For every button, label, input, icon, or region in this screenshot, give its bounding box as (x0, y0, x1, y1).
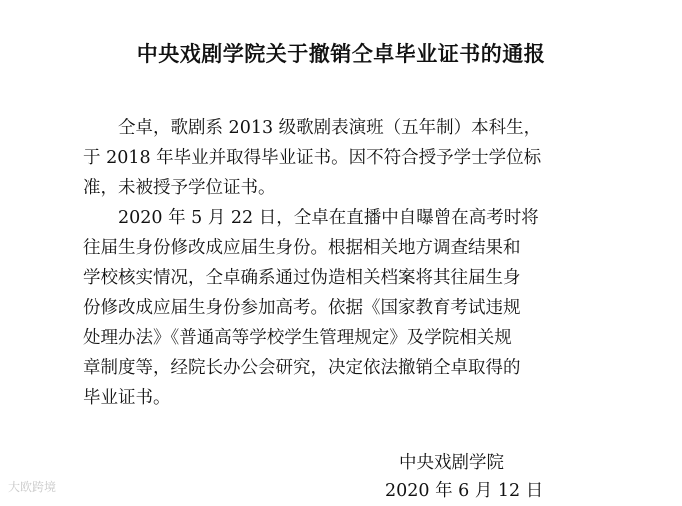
body-line: 章制度等，经院长办公会研究，决定依法撤销仝卓取得的 (83, 358, 521, 378)
document-title: 中央戏剧学院关于撤销仝卓毕业证书的通报 (136, 42, 546, 66)
body-line: 2020 年 5 月 22 日，仝卓在直播中自曝曾在高考时将 (118, 208, 539, 228)
body-line: 份修改成应届生身份参加高考。依据《国家教育考试违规 (83, 298, 521, 318)
body-line: 处理办法》《普通高等学校学生管理规定》及学院相关规 (83, 328, 512, 348)
body-line: 学校核实情况，仝卓确系通过伪造相关档案将其往届生身 (83, 268, 521, 288)
watermark-text: 大欧跨境 (8, 480, 57, 494)
watermark (8, 478, 56, 495)
notice-body (83, 113, 608, 413)
body-line: 往届生身份修改成应届生身份。根据相关地方调查结果和 (83, 238, 521, 258)
body-line: 准，未被授予学位证书。 (83, 178, 276, 198)
body-line: 于 2018 年毕业并取得毕业证书。因不符合授予学士学位标 (83, 148, 542, 168)
signature-date: 2020 年 6 月 12 日 (385, 481, 544, 501)
body-line: 仝卓，歌剧系 2013 级歌剧表演班（五年制）本科生， (118, 118, 542, 138)
body-line: 毕业证书。 (83, 388, 171, 408)
signature-organization: 中央戏剧学院 (399, 453, 504, 473)
